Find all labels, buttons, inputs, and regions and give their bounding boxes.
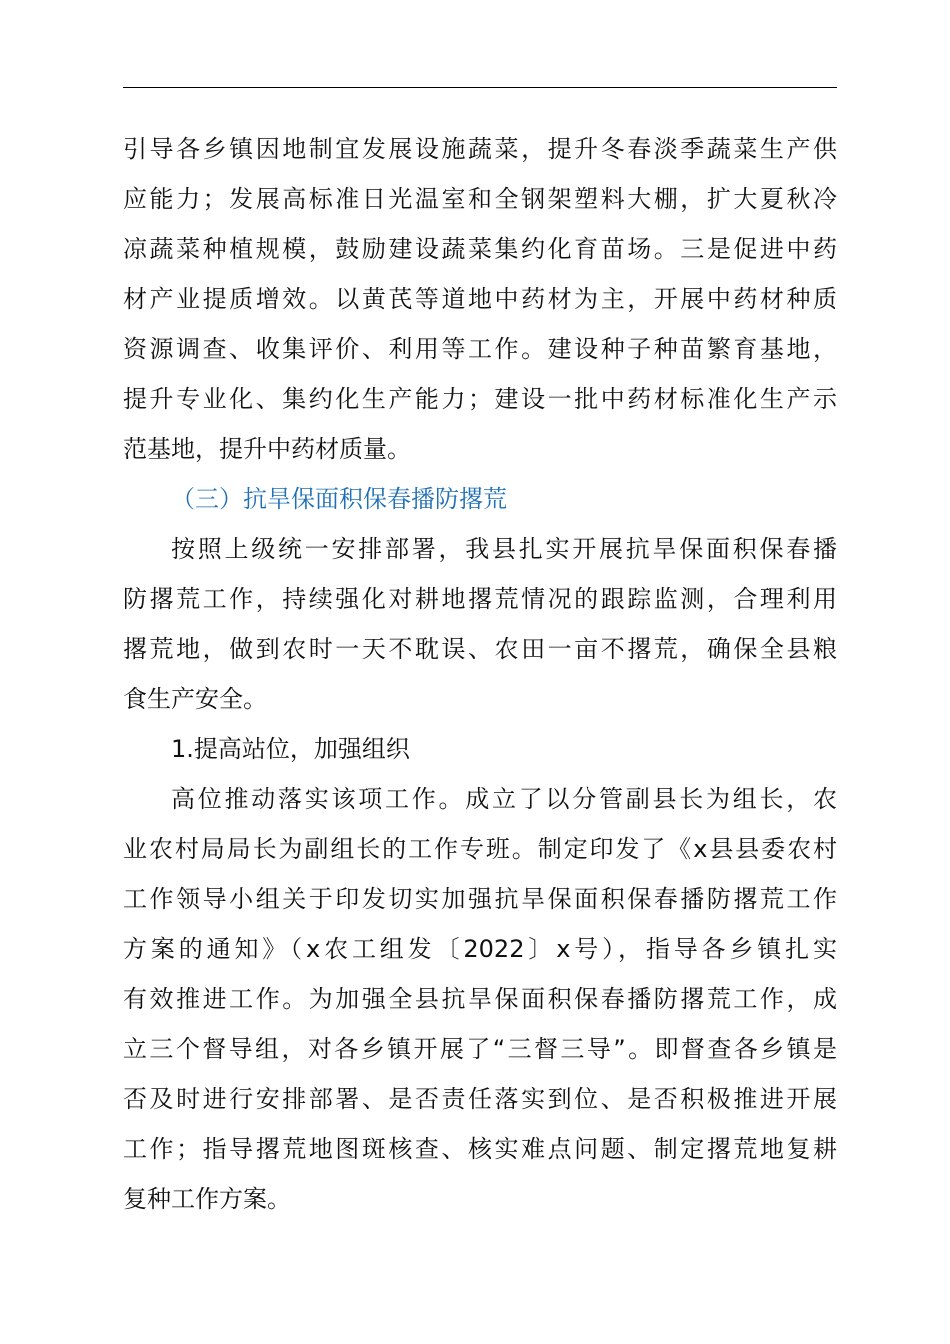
- section-heading: （三）抗旱保面积保春播防撂荒: [171, 485, 507, 513]
- body-line: 引导各乡镇因地制宜发展设施蔬菜，提升冬春淡季蔬菜生产供: [123, 135, 837, 163]
- body-line: 业农村局局长为副组长的工作专班。制定印发了《x县县委农村: [123, 835, 837, 863]
- body-line: 有效推进工作。为加强全县抗旱保面积保春播防撂荒工作，成: [123, 985, 837, 1013]
- paragraph-first-line: 高位推动落实该项工作。成立了以分管副县长为组长，农: [171, 785, 837, 813]
- body-line: 资源调查、收集评价、利用等工作。建设种子种苗繁育基地，: [123, 335, 837, 363]
- paragraph-first-line: 按照上级统一安排部署，我县扎实开展抗旱保面积保春播: [171, 535, 837, 563]
- body-line: 否及时进行安排部署、是否责任落实到位、是否积极推进开展: [123, 1085, 837, 1113]
- body-line: 工作；指导撂荒地图斑核查、核实难点问题、制定撂荒地复耕: [123, 1135, 837, 1163]
- header-rule: [123, 87, 837, 88]
- body-line: 凉蔬菜种植规模，鼓励建设蔬菜集约化育苗场。三是促进中药: [123, 235, 837, 263]
- body-line: 方案的通知》（x农工组发〔2022〕x号），指导各乡镇扎实: [123, 935, 837, 963]
- body-line: 应能力；发展高标准日光温室和全钢架塑料大棚，扩大夏秋冷: [123, 185, 837, 213]
- body-line: 材产业提质增效。以黄芪等道地中药材为主，开展中药材种质: [123, 285, 837, 313]
- body-line: 防撂荒工作，持续强化对耕地撂荒情况的跟踪监测，合理利用: [123, 585, 837, 613]
- subsection-heading: 1.提高站位，加强组织: [171, 735, 410, 763]
- body-line: 立三个督导组，对各乡镇开展了“三督三导”。即督查各乡镇是: [123, 1035, 837, 1063]
- body-line: 范基地，提升中药材质量。: [123, 435, 411, 463]
- body-line: 复种工作方案。: [123, 1185, 291, 1213]
- body-line: 撂荒地，做到农时一天不耽误、农田一亩不撂荒，确保全县粮: [123, 635, 837, 663]
- body-line: 工作领导小组关于印发切实加强抗旱保面积保春播防撂荒工作: [123, 885, 837, 913]
- body-line: 食生产安全。: [123, 685, 267, 713]
- body-line: 提升专业化、集约化生产能力；建设一批中药材标准化生产示: [123, 385, 837, 413]
